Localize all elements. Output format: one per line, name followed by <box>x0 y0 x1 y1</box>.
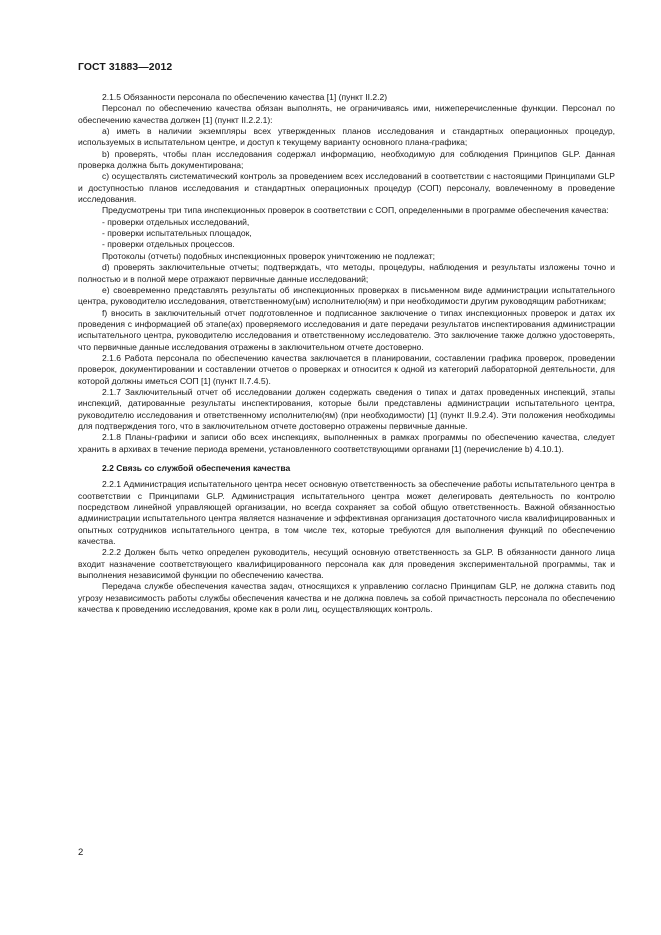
paragraph: f) вносить в заключительный отчет подготовленное и подписанное заключение о типах инспекционных проверок и датах их проведения с информацией об этапе(ах) проверяемого исследования и дате передачи результатов инспектирования администрации испытательного центра, руководителю исследования и ответственному исследователю. Это заключение также должно удостоверять, что первичные данные исследования отражены в заключительном отчете достоверно. <box>78 307 615 352</box>
paragraph: a) иметь в наличии экземпляры всех утвержденных планов исследования и стандартных операционных процедур, используемых в испытательном центре, и доступ к текущему варианту основного плана-графика; <box>78 126 615 148</box>
paragraph: 2.1.5 Обязанности персонала по обеспечению качества [1] (пункт II.2.2) <box>102 92 388 102</box>
paragraph: e) своевременно представлять результаты об инспекционных проверках в письменном виде администрации испытательного центра, руководителю исследования, ответственному(ым) исполнителю(ям) и при необходимости другим руководящим работникам; <box>78 284 615 307</box>
document-body <box>78 92 615 615</box>
paragraph: 2.1.6 Работа персонала по обеспечению качества заключается в планировании, составлении графика проверок, проведении проверок, документировании и составлении отчетов о проверках и относится к одной из категорий лабораторной деятельности, для которой должны иметься СОП [1] (пункт II.7.4.5). <box>78 352 615 386</box>
section-heading: 2.2 Связь со службой обеспечения качества <box>102 463 291 473</box>
paragraph: Персонал по обеспечению качества обязан выполнять, не ограничиваясь ими, нижеперечисленные функции. Персонал по обеспечению качества должен [1] (пункт II.2.2.1): <box>78 103 615 125</box>
page-number: 2 <box>78 847 84 858</box>
paragraph: 2.2.2 Должен быть четко определен руководитель, несущий основную ответственность за GLP. В обязанности данного лица входит назначение соответствующего квалифицированного персонала как для проведения экспериментальной программы, так и выполнения независимой функции по обеспечению качества. <box>78 547 615 581</box>
paragraph: Предусмотрены три типа инспекционных проверок в соответствии с СОП, определенными в программе обеспечения качества: <box>102 205 609 216</box>
paragraph: Протоколы (отчеты) подобных инспекционных проверок уничтожению не подлежат; <box>102 250 435 261</box>
paragraph: d) проверять заключительные отчеты; подтверждать, что методы, процедуры, наблюдения и результаты изложены точно и полностью и в полной мере отражают первичные данные исследований; <box>78 262 615 284</box>
paragraph: 2.1.7 Заключительный отчет об исследовании должен содержать сведения о типах и датах проведенных инспекций, этапы инспекций, датированные результаты инспектирования, которые были представлены администрации испытательного центра, руководителю исследования и ответственному исполнителю(ям) (при необходимости) [1] (пункт II.9.2.4). Эти положения необходимы для подтверждения того, что в заключительном отчете достоверно отражены первичные данные. <box>78 386 615 431</box>
paragraph: c) осуществлять систематический контроль за проведением всех исследований в соответствии с настоящими Принципами GLP и доступностью планов исследования и стандартных операционных процедур (СОП) персоналу, вовлеченному в проведение исследования. <box>78 171 615 205</box>
paragraph: 2.1.8 Планы-графики и записи обо всех инспекциях, выполненных в рамках программы по обеспечению качества, следует хранить в архивах в течение периода времени, установленного соответствующими органами [1] (перечисление b) 4.10.1). <box>78 432 615 454</box>
paragraph: Передача службе обеспечения качества задач, относящихся к управлению согласно Принципам GLP, не должна ставить под угрозу независимость работы службы обеспечения качества и не должна повлечь за собой причастность персонала по обеспечению качества к проведению исследования, кроме как в роли лиц, осуществляющих контроль. <box>78 581 615 615</box>
paragraph: b) проверять, чтобы план исследования содержал информацию, необходимую для соблюдения Принципов GLP. Данная проверка должна быть документирована; <box>78 148 615 171</box>
list-item: - проверки отдельных исследований, <box>102 216 250 227</box>
paragraph: 2.2.1 Администрация испытательного центра несет основную ответственность за обеспечение работы испытательного центра в соответствии с Принципами GLP. Администрация испытательного центра может делегировать деятельность по контролю посредством линейной управляющей организации, но всегда сохраняет за собой общую ответственность. Важной обязанностью администрации испытательного центра является назначение и эффективная организация достаточного числа квалифицированных и опытных сотрудников испытательного центра, в том числе тех, которые требуются для выполнения функций по обеспечению качества. <box>78 479 615 547</box>
document-header: ГОСТ 31883—2012 <box>78 62 173 73</box>
list-item: - проверки отдельных процессов. <box>102 239 235 250</box>
list-item: - проверки испытательных площадок, <box>102 228 252 239</box>
